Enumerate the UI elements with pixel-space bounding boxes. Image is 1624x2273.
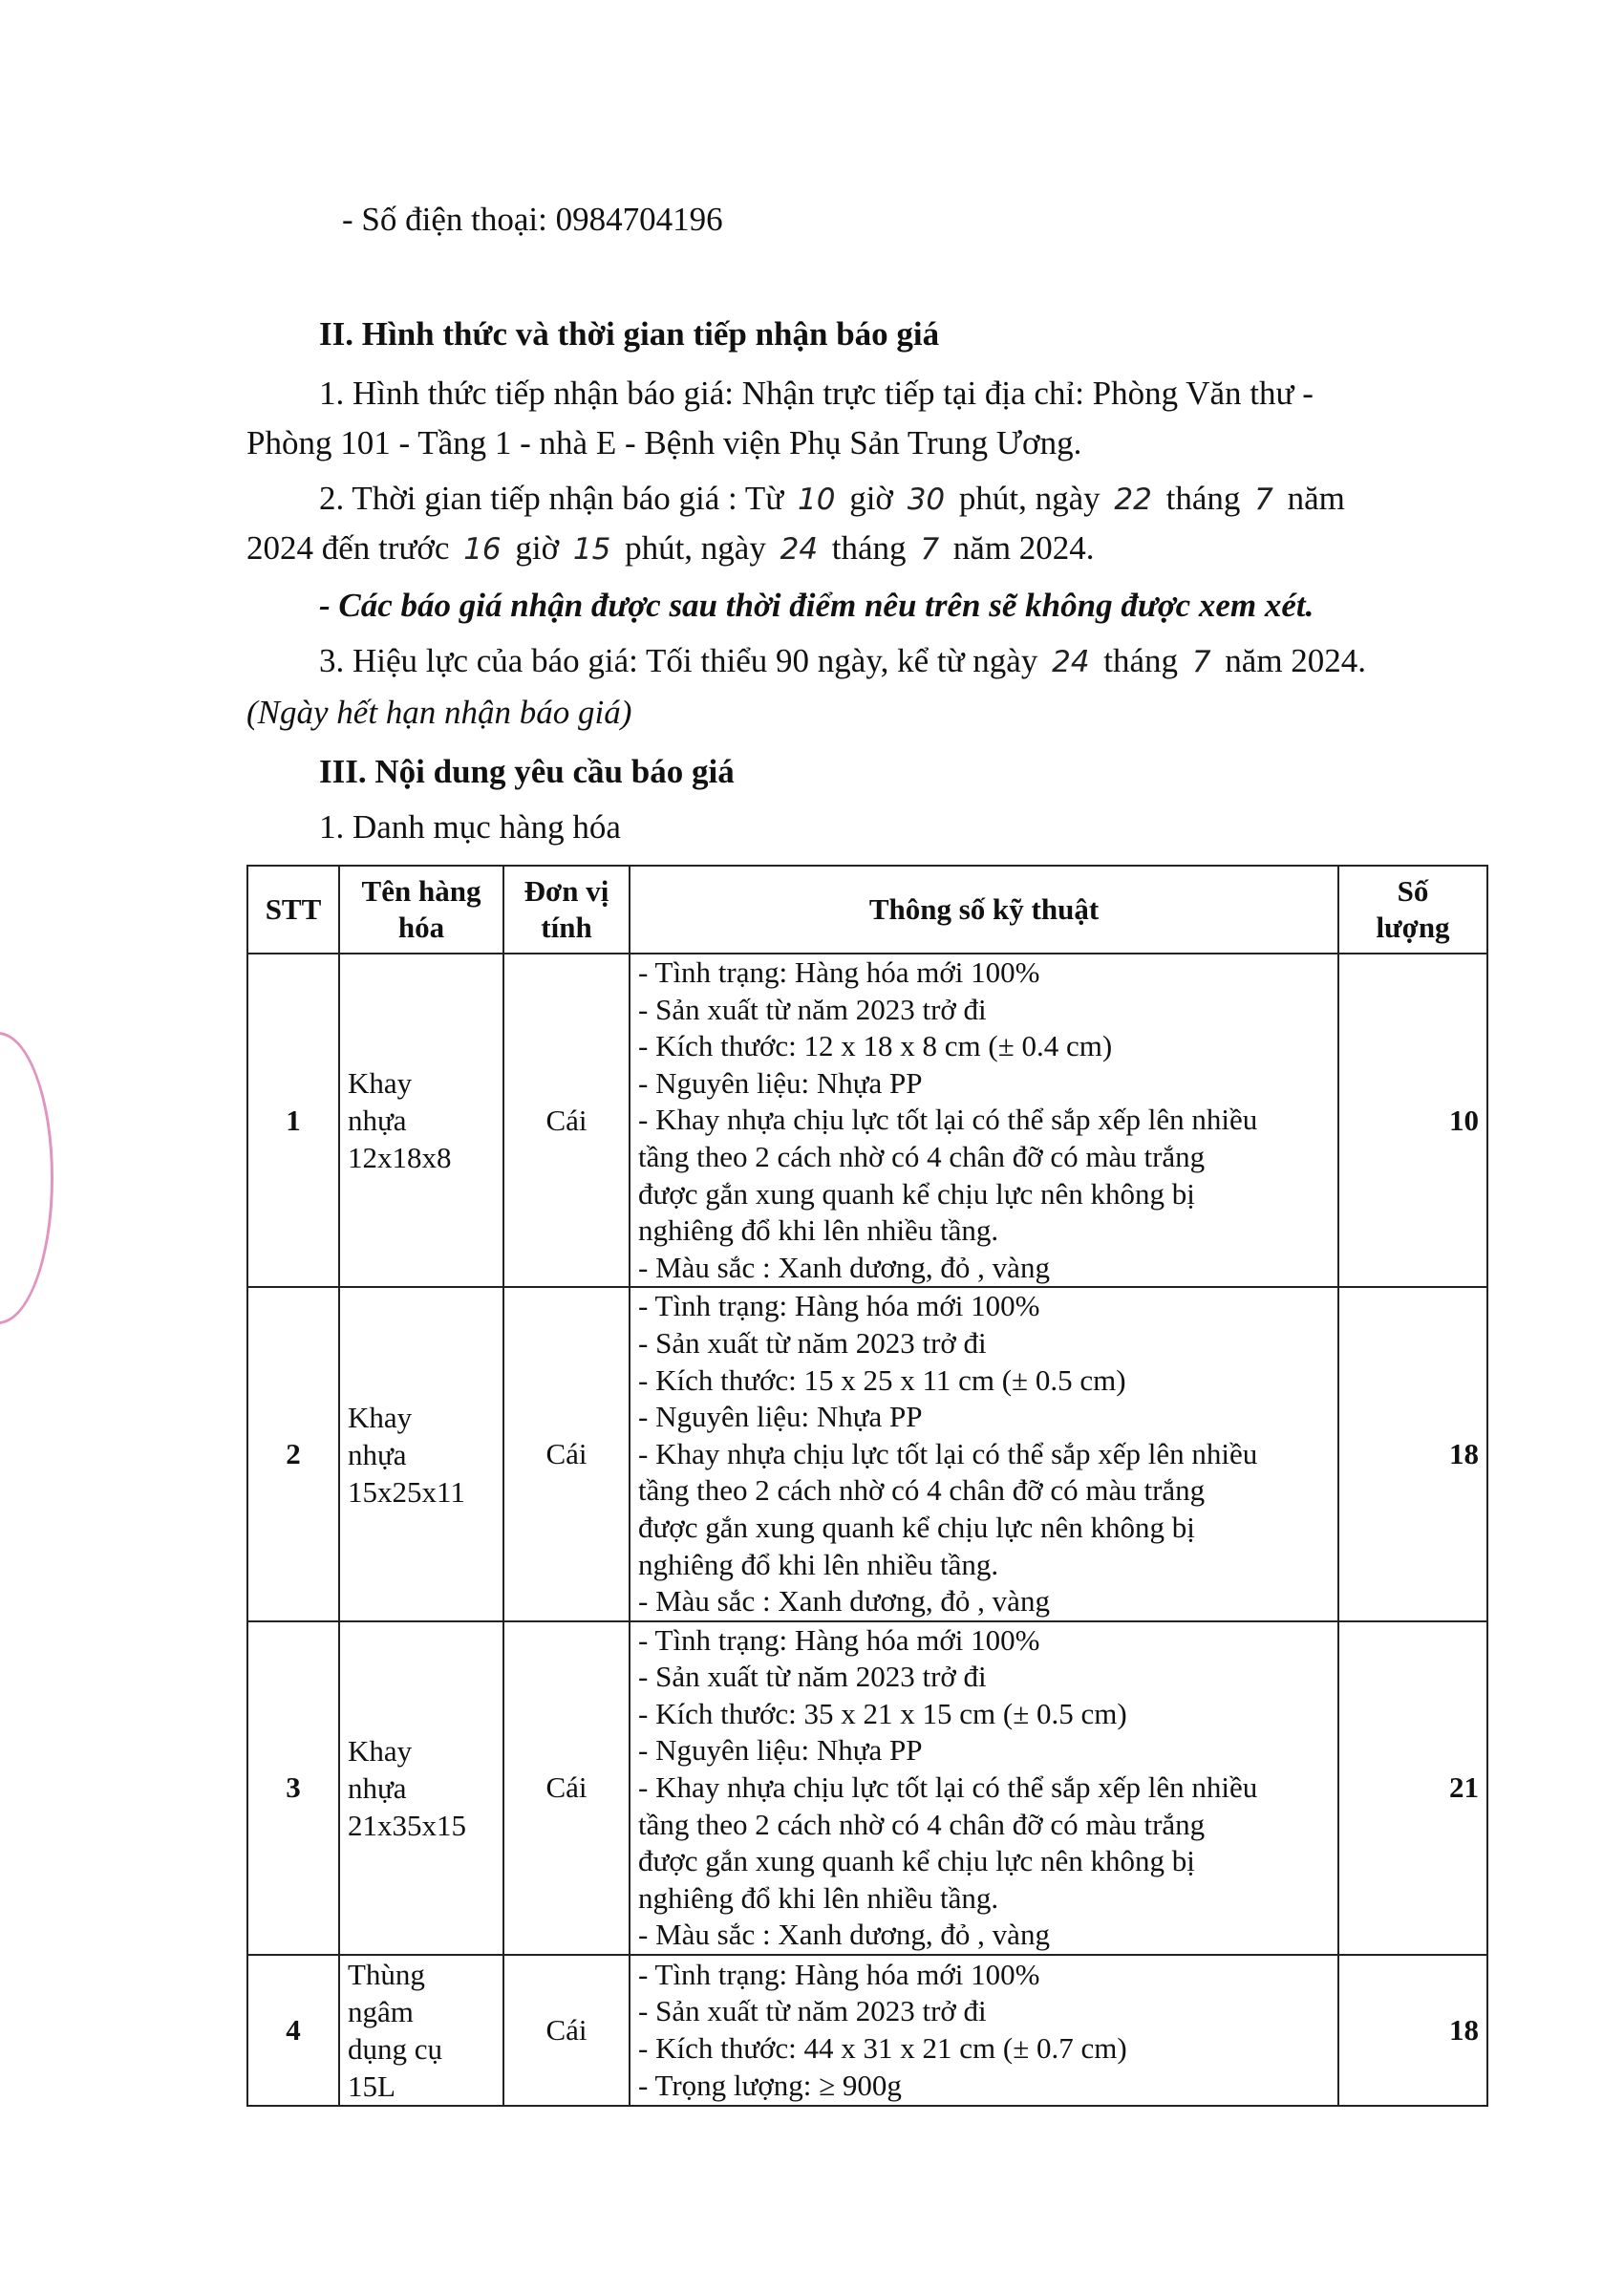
goods-list-subheading: 1. Danh mục hàng hóa bbox=[319, 808, 621, 846]
spec-line: nghiêng đổ khi lên nhiều tầng. bbox=[638, 1547, 999, 1581]
row-spec bbox=[630, 1955, 1338, 2106]
row-qty: 18 bbox=[1338, 1955, 1487, 2106]
table-header-row bbox=[247, 866, 1487, 954]
spec-line: - Tình trạng: Hàng hóa mới 100% bbox=[638, 1622, 1040, 1657]
spec-line: - Kích thước: 12 x 18 x 8 cm (± 0.4 cm) bbox=[638, 1029, 1113, 1063]
row-stt: 4 bbox=[247, 1955, 339, 2106]
spec-line: - Sản xuất từ năm 2023 trở đi bbox=[638, 1325, 987, 1360]
spec-line: - Kích thước: 35 x 21 x 15 cm (± 0.5 cm) bbox=[638, 1696, 1127, 1730]
table-row bbox=[247, 1287, 1487, 1620]
spec-line: - Kích thước: 44 x 31 x 21 cm (± 0.7 cm) bbox=[638, 2031, 1127, 2066]
phone-line: - Số điện thoại: 0984704196 bbox=[342, 201, 723, 238]
spec-line: - Kích thước: 15 x 25 x 11 cm (± 0.5 cm) bbox=[638, 1362, 1126, 1397]
row-unit: Cái bbox=[503, 1955, 630, 2106]
handwritten-minute-from: 30 bbox=[907, 482, 946, 517]
receive-time-label: 2. Thời gian tiếp nhận báo giá : Từ bbox=[319, 480, 784, 517]
handwritten-hour-to: 16 bbox=[463, 532, 502, 567]
row-qty: 21 bbox=[1338, 1621, 1487, 1955]
spec-line: - Khay nhựa chịu lực tốt lại có thể sắp xếp lên nhiều bbox=[638, 1436, 1258, 1470]
section-2-item-3: 3. Hiệu lực của báo giá: Tối thiểu 90 ngày, kể từ ngày 24 tháng 7 năm 2024. bbox=[319, 638, 1366, 685]
spec-line: - Nguyên liệu: Nhựa PP bbox=[638, 1065, 923, 1100]
spec-line: - Màu sắc : Xanh dương, đỏ , vàng bbox=[638, 1918, 1050, 1952]
late-submission-note: - Các báo giá nhận được sau thời điểm nêu trên sẽ không được xem xét. bbox=[319, 587, 1314, 624]
handwritten-month-from: 7 bbox=[1254, 482, 1273, 517]
spec-line: - Khay nhựa chịu lực tốt lại có thể sắp xếp lên nhiều bbox=[638, 1770, 1258, 1805]
handwritten-month-to: 7 bbox=[920, 532, 940, 567]
spec-line: - Nguyên liệu: Nhựa PP bbox=[638, 1733, 923, 1768]
header-spec: Thông số kỹ thuật bbox=[630, 866, 1338, 954]
spec-line: được gắn xung quanh kể chịu lực nên không bị bbox=[638, 1510, 1195, 1544]
handwritten-hour-from: 10 bbox=[798, 482, 836, 517]
section-2-item-1-line-2: Phòng 101 - Tầng 1 - nhà E - Bệnh viện Phụ Sản Trung Ương. bbox=[246, 424, 1082, 461]
row-stt: 3 bbox=[247, 1621, 339, 1955]
row-stt: 1 bbox=[247, 954, 339, 1287]
table-row bbox=[247, 1621, 1487, 1955]
header-unit: Đơn vị tính bbox=[503, 866, 630, 954]
spec-line: - Khay nhựa chịu lực tốt lại có thể sắp xếp lên nhiều bbox=[638, 1103, 1258, 1137]
row-name: Khay nhựa 15x25x11 bbox=[339, 1287, 503, 1620]
row-name: Thùng ngâm dụng cụ 15L bbox=[339, 1955, 503, 2106]
handwritten-validity-month: 7 bbox=[1191, 645, 1211, 679]
spec-line: - Sản xuất từ năm 2023 trở đi bbox=[638, 992, 987, 1026]
spec-line: tầng theo 2 cách nhờ có 4 chân đỡ có màu trắng bbox=[638, 1807, 1206, 1841]
row-stt: 2 bbox=[247, 1287, 339, 1620]
handwritten-day-to: 24 bbox=[780, 532, 819, 567]
row-spec bbox=[630, 954, 1338, 1287]
section-2-item-2-line-2: 2024 đến trước 16 giờ 15 phút, ngày 24 tháng 7 năm 2024. bbox=[246, 525, 1095, 572]
handwritten-minute-to: 15 bbox=[572, 532, 611, 567]
header-stt: STT bbox=[247, 866, 339, 954]
header-name: Tên hàng hóa bbox=[339, 866, 503, 954]
red-stamp-fragment bbox=[0, 1032, 53, 1324]
handwritten-day-from: 22 bbox=[1114, 482, 1152, 517]
row-unit: Cái bbox=[503, 1621, 630, 1955]
row-name: Khay nhựa 21x35x15 bbox=[339, 1621, 503, 1955]
handwritten-validity-day: 24 bbox=[1052, 645, 1090, 679]
row-spec bbox=[630, 1287, 1338, 1620]
spec-line: - Sản xuất từ năm 2023 trở đi bbox=[638, 1994, 987, 2028]
section-2-heading: II. Hình thức và thời gian tiếp nhận báo giá bbox=[319, 315, 940, 353]
header-qty: Số lượng bbox=[1338, 866, 1487, 954]
spec-line: tầng theo 2 cách nhờ có 4 chân đỡ có màu trắng bbox=[638, 1139, 1206, 1173]
spec-line: - Tình trạng: Hàng hóa mới 100% bbox=[638, 1957, 1040, 1991]
table-row bbox=[247, 954, 1487, 1287]
section-2-item-1-line-1: 1. Hình thức tiếp nhận báo giá: Nhận trực tiếp tại địa chỉ: Phòng Văn thư - bbox=[319, 375, 1314, 412]
spec-line: tầng theo 2 cách nhờ có 4 chân đỡ có màu trắng bbox=[638, 1473, 1206, 1508]
spec-line: - Màu sắc : Xanh dương, đỏ , vàng bbox=[638, 1250, 1050, 1284]
spec-line: nghiêng đổ khi lên nhiều tầng. bbox=[638, 1880, 999, 1915]
spec-line: - Tình trạng: Hàng hóa mới 100% bbox=[638, 955, 1040, 989]
table-row bbox=[247, 1955, 1487, 2106]
goods-table bbox=[246, 865, 1488, 2107]
table-body bbox=[247, 954, 1487, 2106]
row-unit: Cái bbox=[503, 954, 630, 1287]
row-name: Khay nhựa 12x18x8 bbox=[339, 954, 503, 1287]
spec-line: được gắn xung quanh kể chịu lực nên không bị bbox=[638, 1176, 1195, 1211]
spec-line: - Trọng lượng: ≥ 900g bbox=[638, 2068, 902, 2102]
spec-line: - Sản xuất từ năm 2023 trở đi bbox=[638, 1660, 987, 1694]
spec-line: - Tình trạng: Hàng hóa mới 100% bbox=[638, 1289, 1040, 1323]
section-2-item-2-line-1: 2. Thời gian tiếp nhận báo giá : Từ 10 giờ 30 phút, ngày 22 tháng 7 năm bbox=[319, 476, 1345, 523]
validity-note: (Ngày hết hạn nhận báo giá) bbox=[246, 694, 632, 731]
row-qty: 18 bbox=[1338, 1287, 1487, 1620]
row-qty: 10 bbox=[1338, 954, 1487, 1287]
row-unit: Cái bbox=[503, 1287, 630, 1620]
spec-line: nghiêng đổ khi lên nhiều tầng. bbox=[638, 1213, 999, 1248]
spec-line: được gắn xung quanh kể chịu lực nên không bị bbox=[638, 1844, 1195, 1878]
row-spec bbox=[630, 1621, 1338, 1955]
spec-line: - Màu sắc : Xanh dương, đỏ , vàng bbox=[638, 1584, 1050, 1619]
spec-line: - Nguyên liệu: Nhựa PP bbox=[638, 1400, 923, 1434]
section-3-heading: III. Nội dung yêu cầu báo giá bbox=[319, 753, 735, 790]
